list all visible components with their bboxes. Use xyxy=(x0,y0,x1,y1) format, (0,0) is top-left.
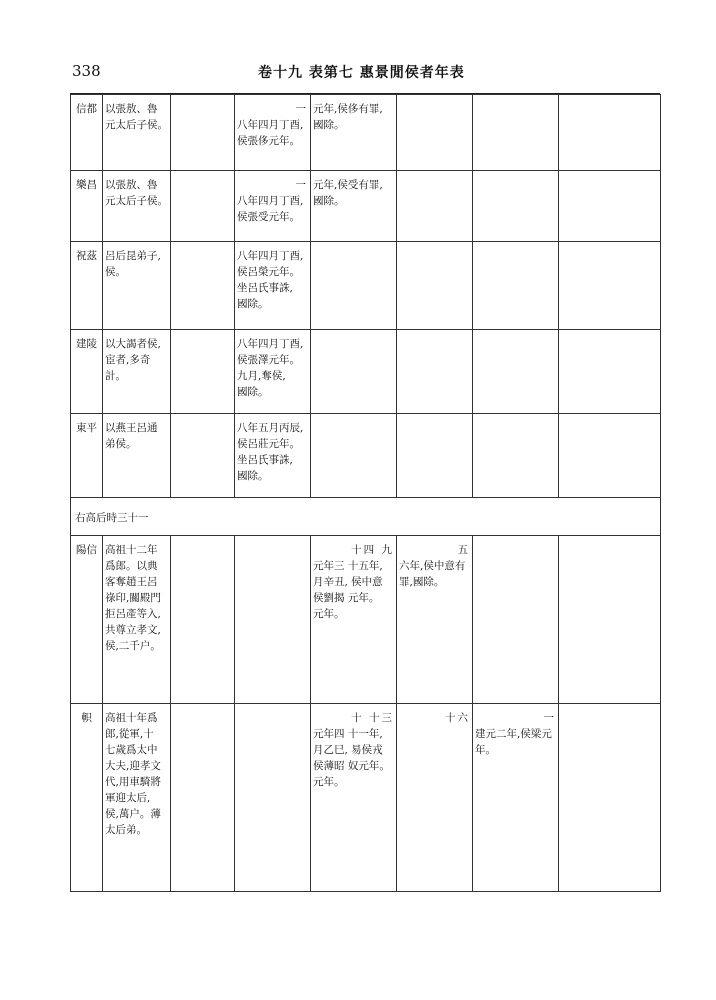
wendi-reign-cell xyxy=(311,536,397,704)
fief-name: 信都 xyxy=(71,95,103,171)
cell-line: 弟侯。 xyxy=(105,438,137,450)
cell-line: 以張敖、魯 xyxy=(105,103,158,115)
cell-line: 軍迎太后, xyxy=(105,792,151,804)
reign-year-count: 一 xyxy=(295,103,308,115)
cell-line: 年。 xyxy=(475,744,496,756)
cell-line: 元太后子侯。 xyxy=(105,119,168,131)
enfeoffment-reason xyxy=(103,414,171,498)
cell-line: 八年五月丙辰, xyxy=(237,422,304,434)
fief-name: 陽信 xyxy=(71,536,103,704)
table-row xyxy=(71,414,661,498)
wudi-reign-cell xyxy=(473,171,559,242)
wudi-reign-cell xyxy=(473,414,559,498)
cell-line: 坐呂氏事誅, xyxy=(237,454,293,466)
reign-year-count: 一 xyxy=(295,179,308,191)
enfeoffment-reason xyxy=(103,704,171,892)
reign-year-count: 一 xyxy=(543,712,556,724)
jingdi-reign-cell xyxy=(397,95,473,171)
cell-line: 爲郎。以典 xyxy=(105,560,158,572)
cell-line: 以大謁者侯, xyxy=(105,338,161,350)
page-header xyxy=(70,62,660,82)
fief-name: 建陵 xyxy=(71,330,103,414)
later-reign-cell xyxy=(559,171,661,242)
cell-line: 八年四月丁酉, xyxy=(237,338,304,350)
later-reign-cell xyxy=(559,242,661,330)
cell-line: 祿印,關殿門 xyxy=(105,592,161,604)
wudi-reign-cell xyxy=(473,242,559,330)
table-row xyxy=(71,704,661,892)
cell-line: 侯,萬户。薄 xyxy=(105,808,161,820)
cell-line: 以張敖、魯 xyxy=(105,179,158,191)
cell-line: 國除。 xyxy=(237,386,269,398)
wendi-reign-cell xyxy=(311,242,397,330)
jingdi-reign-cell xyxy=(397,242,473,330)
cell-line: 太后弟。 xyxy=(105,824,147,836)
wudi-reign-cell xyxy=(473,536,559,704)
wendi-reign-cell xyxy=(311,704,397,892)
wudi-reign-cell xyxy=(473,704,559,892)
cell-line: 高祖十二年 xyxy=(105,544,158,556)
gaohou-reign-cell xyxy=(235,242,311,330)
wendi-reign-cell xyxy=(311,414,397,498)
jingdi-reign-cell xyxy=(397,536,473,704)
cell-line: 九月,奪侯, xyxy=(237,370,286,382)
cell-line: 侯。 xyxy=(105,266,126,278)
cell-line: 建元二年,侯梁元 xyxy=(475,728,552,740)
cell-line: 客奪趙王呂 xyxy=(105,576,158,588)
wendi-reign-cell xyxy=(311,171,397,242)
section-title: 右高后時三十一 xyxy=(71,498,661,536)
reign-year-count: 五 xyxy=(457,544,470,556)
jingdi-reign-cell xyxy=(397,704,473,892)
cell-line: 侯呂榮元年。 xyxy=(237,266,300,278)
empty-reign-cell xyxy=(171,95,235,171)
section-row xyxy=(71,498,661,536)
cell-line: 侯劉揭 元年。 xyxy=(313,592,380,604)
cell-line: 八年四月丁酉, xyxy=(237,195,304,207)
reign-year-count: 十六 xyxy=(445,712,470,724)
fief-name: 樂昌 xyxy=(71,171,103,242)
cell-line: 侯呂莊元年。 xyxy=(237,438,300,450)
cell-line: 共尊立孝文, xyxy=(105,624,161,636)
empty-reign-cell xyxy=(171,536,235,704)
gaohou-reign-cell xyxy=(235,95,311,171)
gaohou-reign-cell xyxy=(235,536,311,704)
cell-line: 元年。 xyxy=(313,608,345,620)
cell-line: 元年四 十一年, xyxy=(313,728,383,740)
marquis-table xyxy=(70,94,661,892)
cell-line: 侯,二千户。 xyxy=(105,640,161,652)
cell-line: 元年,侯侈有罪, xyxy=(313,103,383,115)
later-reign-cell xyxy=(559,95,661,171)
reign-year-count: 十四 九 xyxy=(351,544,394,556)
empty-reign-cell xyxy=(171,414,235,498)
empty-reign-cell xyxy=(171,171,235,242)
later-reign-cell xyxy=(559,330,661,414)
table-row xyxy=(71,171,661,242)
gaohou-reign-cell xyxy=(235,414,311,498)
table-row xyxy=(71,95,661,171)
gaohou-reign-cell xyxy=(235,171,311,242)
gaohou-reign-cell xyxy=(235,330,311,414)
cell-line: 郎,從軍,十 xyxy=(105,728,154,740)
cell-line: 月辛丑, 侯中意 xyxy=(313,576,383,588)
running-title: 卷十九 表第七 惠景閒侯者年表 xyxy=(258,65,465,81)
gaohou-reign-cell xyxy=(235,704,311,892)
cell-line: 侯張澤元年。 xyxy=(237,354,300,366)
cell-line: 元太后子侯。 xyxy=(105,195,168,207)
enfeoffment-reason xyxy=(103,330,171,414)
later-reign-cell xyxy=(559,414,661,498)
cell-line: 國除。 xyxy=(313,119,345,131)
enfeoffment-reason xyxy=(103,536,171,704)
empty-reign-cell xyxy=(171,330,235,414)
cell-line: 以燕王呂通 xyxy=(105,422,158,434)
cell-line: 國除。 xyxy=(237,298,269,310)
cell-line: 侯張侈元年。 xyxy=(237,135,300,147)
cell-line: 八年四月丁酉, xyxy=(237,250,304,262)
table-row xyxy=(71,330,661,414)
jingdi-reign-cell xyxy=(397,330,473,414)
table-row xyxy=(71,242,661,330)
cell-line: 元年三 十五年, xyxy=(313,560,383,572)
cell-line: 七歲爲太中 xyxy=(105,744,158,756)
cell-line: 拒呂產等入, xyxy=(105,608,161,620)
cell-line: 侯薄昭 奴元年。 xyxy=(313,760,390,772)
cell-line: 大夫,迎孝文 xyxy=(105,760,161,772)
cell-line: 坐呂氏事誅, xyxy=(237,282,293,294)
later-reign-cell xyxy=(559,704,661,892)
enfeoffment-reason xyxy=(103,242,171,330)
later-reign-cell xyxy=(559,536,661,704)
table-row xyxy=(71,536,661,704)
wendi-reign-cell xyxy=(311,330,397,414)
jingdi-reign-cell xyxy=(397,171,473,242)
cell-line: 元年。 xyxy=(313,776,345,788)
cell-line: 六年,侯中意有 xyxy=(399,560,466,572)
enfeoffment-reason xyxy=(103,95,171,171)
wudi-reign-cell xyxy=(473,95,559,171)
cell-line: 國除。 xyxy=(313,195,345,207)
cell-line: 呂后昆弟子, xyxy=(105,250,161,262)
page-number: 338 xyxy=(72,62,101,80)
cell-line: 罪,國除。 xyxy=(399,576,445,588)
cell-line: 侯張受元年。 xyxy=(237,211,300,223)
cell-line: 月乙巳, 易侯戎 xyxy=(313,744,383,756)
empty-reign-cell xyxy=(171,704,235,892)
enfeoffment-reason xyxy=(103,171,171,242)
fief-name: 軹 xyxy=(71,704,103,892)
cell-line: 計。 xyxy=(105,370,126,382)
cell-line: 高祖十年爲 xyxy=(105,712,158,724)
wudi-reign-cell xyxy=(473,330,559,414)
cell-line: 元年,侯受有罪, xyxy=(313,179,383,191)
cell-line: 代,用車騎將 xyxy=(105,776,161,788)
wendi-reign-cell xyxy=(311,95,397,171)
cell-line: 國除。 xyxy=(237,470,269,482)
empty-reign-cell xyxy=(171,242,235,330)
cell-line: 宦者,多奇 xyxy=(105,354,151,366)
jingdi-reign-cell xyxy=(397,414,473,498)
reign-year-count: 十 十三 xyxy=(351,712,394,724)
fief-name: 東平 xyxy=(71,414,103,498)
fief-name: 祝茲 xyxy=(71,242,103,330)
cell-line: 八年四月丁酉, xyxy=(237,119,304,131)
